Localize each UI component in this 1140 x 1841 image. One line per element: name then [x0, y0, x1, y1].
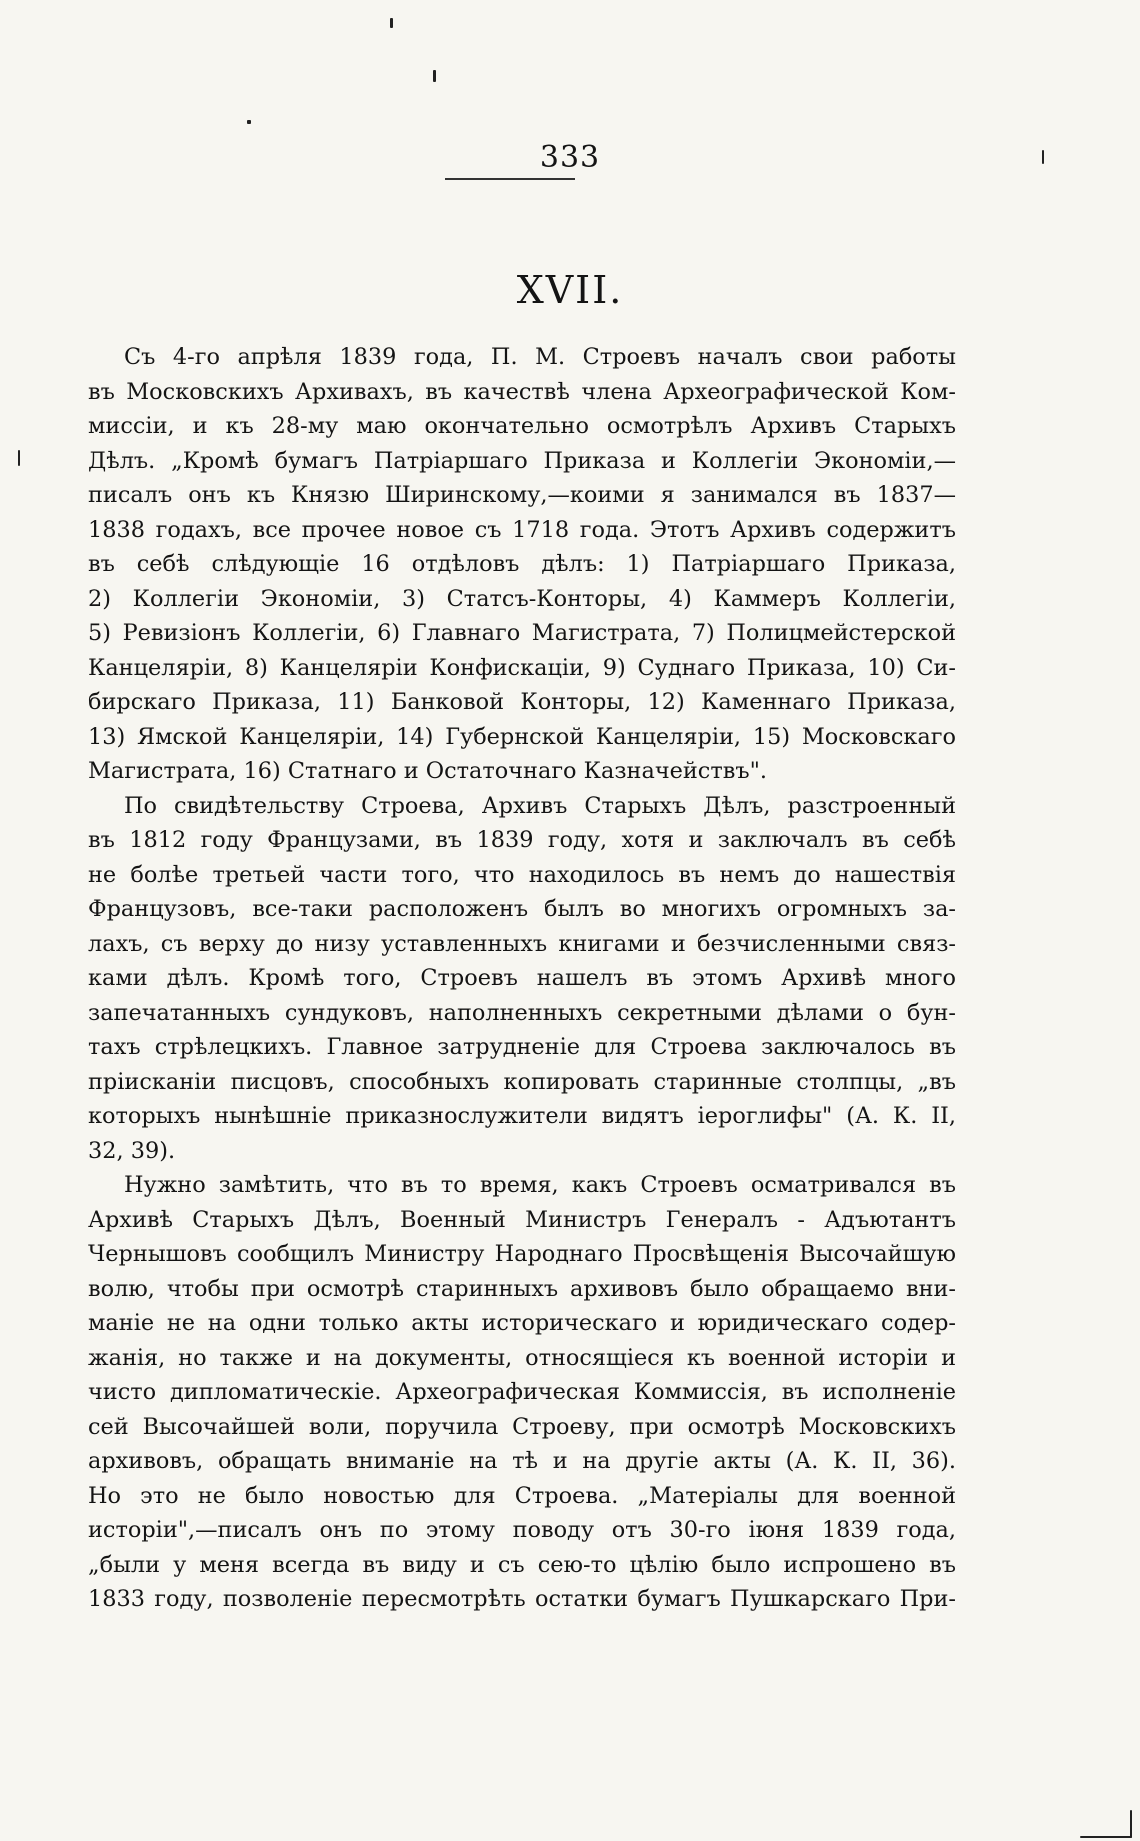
text-line: лахъ, съ верху до низу уставленныхъ книгами и безчисленными связ-	[88, 930, 956, 957]
page-number-rule	[445, 178, 575, 180]
scan-speck	[433, 70, 436, 82]
text-line: архивовъ, обращать вниманіе на тѣ и на другіе акты (А. К. II, 36).	[88, 1448, 956, 1474]
text-line: въ себѣ слѣдующіе 16 отдѣловъ дѣлъ: 1) Патріаршаго Приказа,	[88, 551, 956, 577]
text-line: Нужно замѣтить, что въ то время, какъ Строевъ осматривался въ	[124, 1172, 956, 1198]
text-line: По свидѣтельству Строева, Архивъ Старыхъ Дѣлъ, разстроенный	[124, 792, 956, 819]
text-line: въ Московскихъ Архивахъ, въ качествѣ члена Археографической Ком-	[88, 378, 956, 405]
text-line: маніе не на одни только акты историческаго и юридическаго содер-	[88, 1310, 956, 1336]
scan-speck	[390, 18, 393, 28]
text-line: миссіи, и къ 28-му маю окончательно осмотрѣлъ Архивъ Старыхъ	[88, 413, 956, 439]
scan-speck	[1080, 1836, 1132, 1838]
text-line: 13) Ямской Канцеляріи, 14) Губернской Канцеляріи, 15) Московскаго	[88, 723, 956, 750]
text-line: Архивѣ Старыхъ Дѣлъ, Военный Министръ Генералъ - Адъютантъ	[88, 1206, 956, 1233]
text-line: пріисканіи писцовъ, способныхъ копировать старинные столпцы, „въ	[88, 1068, 956, 1095]
text-line: Съ 4-го апрѣля 1839 года, П. М. Строевъ началъ свои работы	[124, 344, 956, 370]
text-line: 2) Коллегіи Экономіи, 3) Статсъ-Конторы, 4) Каммеръ Коллегіи,	[88, 585, 956, 612]
text-line: не болѣе третьей части того, что находилось въ немъ до нашествія	[88, 861, 956, 888]
text-line: жанія, но также и на документы, относящіеся къ военной исторіи и	[88, 1344, 956, 1371]
text-line: Чернышовъ сообщилъ Министру Народнаго Просвѣщенія Высочайшую	[88, 1241, 956, 1267]
text-line: чисто дипломатическіе. Археографическая Коммиссія, въ исполненіе	[88, 1379, 956, 1405]
page-number: 333	[539, 140, 601, 175]
text-line: 32, 39).	[88, 1137, 176, 1164]
text-line: 5) Ревизіонъ Коллегіи, 6) Главнаго Магистрата, 7) Полицмейстерской	[88, 620, 956, 646]
body-text	[88, 340, 956, 1617]
text-line: бирскаго Приказа, 11) Банковой Конторы, 12) Каменнаго Приказа,	[88, 689, 956, 715]
text-line: 1833 году, позволеніе пересмотрѣть остатки бумагъ Пушкарскаго При-	[88, 1586, 956, 1612]
scan-speck	[18, 450, 20, 466]
chapter-heading: XVII.	[516, 268, 624, 312]
text-line: „были у меня всегда въ виду и съ сею-то цѣлію было испрошено въ	[88, 1551, 956, 1578]
text-line: запечатанныхъ сундуковъ, наполненныхъ секретными дѣлами о бун-	[88, 999, 956, 1026]
text-line: Магистрата, 16) Статнаго и Остаточнаго Казначействъ".	[88, 758, 767, 784]
text-line: писалъ онъ къ Князю Ширинскому,—коими я занимался въ 1837—	[88, 482, 956, 508]
text-line: исторіи",—писалъ онъ по этому поводу отъ 30-го іюня 1839 года,	[88, 1517, 956, 1543]
text-line: тахъ стрѣлецкихъ. Главное затрудненіе для Строева заключалось въ	[88, 1034, 956, 1060]
text-line: сей Высочайшей воли, поручила Строеву, при осмотрѣ Московскихъ	[88, 1413, 956, 1440]
scan-speck	[1042, 150, 1044, 164]
scan-speck	[247, 120, 251, 124]
text-line: Дѣлъ. „Кромѣ бумагъ Патріаршаго Приказа и Коллегіи Экономіи,—	[88, 447, 956, 474]
text-line: волю, чтобы при осмотрѣ старинныхъ архивовъ было обращаемо вни-	[88, 1275, 956, 1302]
text-line: Канцеляріи, 8) Канцеляріи Конфискаціи, 9) Суднаго Приказа, 10) Си-	[88, 654, 956, 681]
text-line: которыхъ нынѣшніе приказнослужители видятъ іероглифы" (А. К. II,	[88, 1103, 956, 1129]
scan-speck	[1130, 1810, 1132, 1838]
text-line: въ 1812 году Французами, въ 1839 году, хотя и заключалъ въ себѣ	[88, 827, 956, 853]
text-line: ками дѣлъ. Кромѣ того, Строевъ нашелъ въ этомъ Архивѣ много	[88, 965, 956, 991]
text-line: Но это не было новостью для Строева. „Матеріалы для военной	[88, 1482, 956, 1509]
text-line: Французовъ, все-таки расположенъ былъ во многихъ огромныхъ за-	[88, 896, 956, 922]
text-line: 1838 годахъ, все прочее новое съ 1718 года. Этотъ Архивъ содержитъ	[88, 516, 956, 543]
